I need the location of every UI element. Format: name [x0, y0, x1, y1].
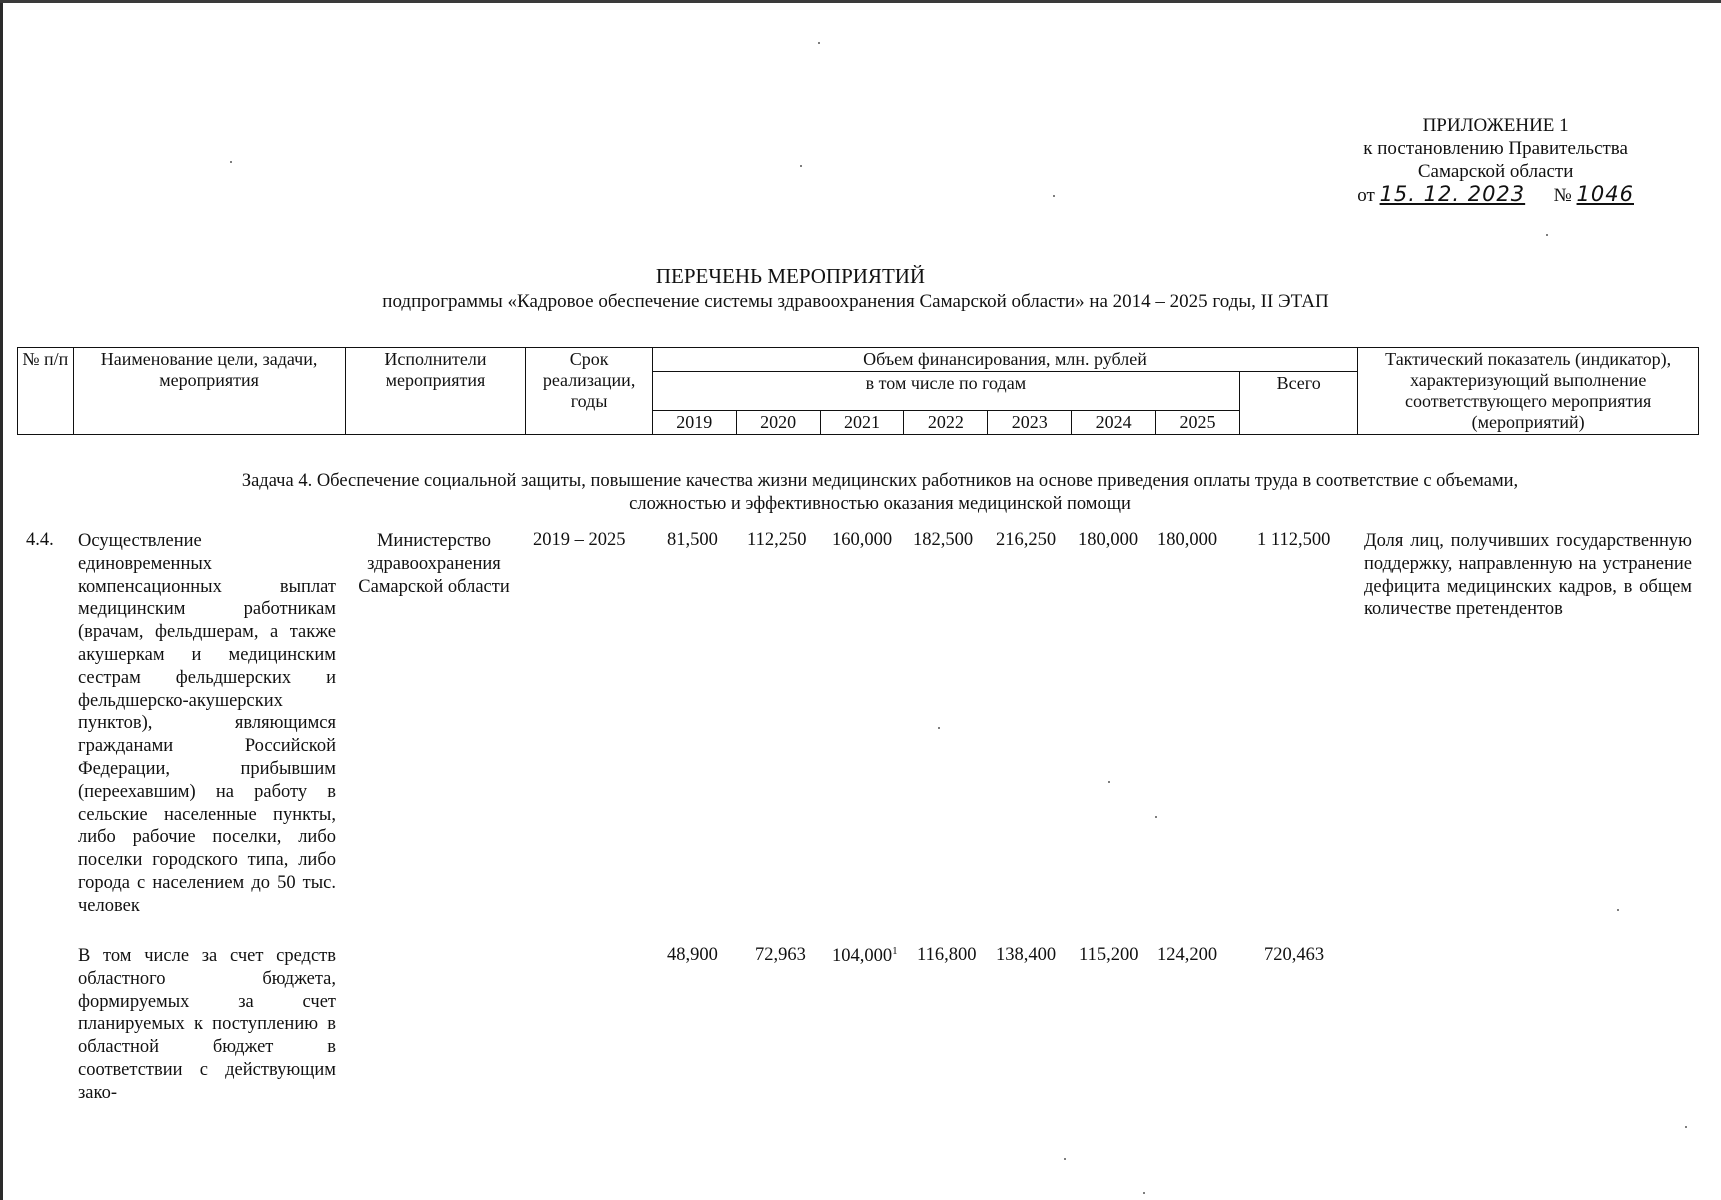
appendix-title: ПРИЛОЖЕНИЕ 1 [1422, 115, 1569, 136]
value2-2021-number: 104,000 [832, 946, 893, 967]
value2-2021 [832, 945, 898, 967]
row2-name: В том числе за счет средств областного бюджета, формируемых за счет планируемых к поступлению в областной бюджет в соответствии с действующим зако- [78, 946, 336, 1103]
value2-total: 720,463 [1264, 945, 1325, 965]
header-by-years: в том числе по годам [652, 372, 1239, 411]
header-year: 2020 [736, 411, 820, 435]
header-name: Наименование цели, задачи, мероприятия [73, 348, 345, 435]
scan-speck [818, 42, 820, 44]
table-header [17, 347, 1699, 435]
task-heading [160, 470, 1600, 516]
scan-speck [1155, 816, 1157, 818]
value-2023: 216,250 [996, 530, 1057, 550]
header-indicator: Тактический показатель (индикатор), характеризующий выполнение соответствующего мероприятия (мероприятий) [1358, 348, 1699, 435]
header-year: 2021 [820, 411, 904, 435]
scan-speck [1685, 1126, 1687, 1128]
value-2024: 180,000 [1078, 530, 1139, 550]
row-term: 2019 – 2025 [533, 530, 626, 550]
header-num: № п/п [18, 348, 74, 435]
title-line1: ПЕРЕЧЕНЬ МЕРОПРИЯТИЙ [655, 264, 926, 288]
footnote-mark: 1 [892, 945, 898, 957]
header-term: Срок реализации, годы [526, 348, 652, 435]
appendix-line3: Самарской области [1417, 161, 1574, 182]
number-prefix: № [1553, 185, 1572, 206]
task-line1: Задача 4. Обеспечение социальной защиты, повышение качества жизни медицинских работников на основе приведения оплаты труда в соответствие с объемами, [241, 471, 1519, 491]
header-funding: Объем финансирования, млн. рублей [652, 348, 1358, 372]
document-title [0, 264, 1721, 313]
header-year: 2022 [904, 411, 988, 435]
appendix-block [1357, 114, 1634, 207]
scan-speck [1143, 1192, 1145, 1194]
value2-2019: 48,900 [667, 945, 718, 965]
scan-top-edge [0, 0, 1721, 3]
scan-speck [1064, 1158, 1066, 1160]
header-total: Всего [1240, 372, 1358, 435]
value2-2022: 116,800 [917, 945, 977, 965]
header-year: 2023 [988, 411, 1072, 435]
value2-2023: 138,400 [996, 945, 1057, 965]
title-line2: подпрограммы «Кадровое обеспечение системы здравоохранения Самарской области» на 2014 – 2025 годы, II ЭТАП [382, 291, 1329, 312]
scan-speck [1617, 909, 1619, 911]
value2-2025: 124,200 [1157, 945, 1218, 965]
row-number: 4.4. [26, 530, 54, 550]
header-executors: Исполнители мероприятия [345, 348, 526, 435]
row-name: Осуществление единовременных компенсационных выплат медицинским работникам (врачам, фельдшерам, а также акушеркам и медицинским сестрам фельдшерских и фельдшерско-акушерских пунктов), являющимся гражданами Российской Федерации, прибывшим (переехавшим) на работу в сельские населенные пункты, либо рабочие поселки, либо поселки городского типа, либо города с населением до 50 тыс. человек [78, 531, 336, 916]
scan-speck [1546, 234, 1548, 236]
row-indicator: Доля лиц, получивших государственную поддержку, направленную на устранение дефицита медицинских кадров, в общем количестве претендентов [1364, 531, 1692, 620]
scan-speck [230, 161, 232, 163]
date-prefix: от [1357, 185, 1375, 206]
scan-speck [800, 165, 802, 167]
scan-edge [0, 0, 3, 1200]
value2-2024: 115,200 [1079, 945, 1139, 965]
value2-2020: 72,963 [755, 945, 806, 965]
header-year: 2025 [1156, 411, 1240, 435]
value-2021: 160,000 [832, 530, 893, 550]
value-2019: 81,500 [667, 530, 718, 550]
value-2022: 182,500 [913, 530, 974, 550]
value-2025: 180,000 [1157, 530, 1218, 550]
number-handwritten: 1046 [1576, 182, 1634, 206]
header-year: 2024 [1072, 411, 1156, 435]
row-executor: Министерство здравоохранения Самарской области [358, 531, 510, 597]
scan-speck [1053, 195, 1055, 197]
scan-speck [938, 727, 940, 729]
scan-speck [1108, 781, 1110, 783]
value-total: 1 112,500 [1257, 530, 1331, 550]
row2-values [0, 945, 1721, 969]
appendix-date-line [1357, 183, 1634, 207]
header-year: 2019 [652, 411, 736, 435]
value-2020: 112,250 [747, 530, 807, 550]
task-line2: сложностью и эффективностью оказания медицинской помощи [629, 494, 1131, 514]
appendix-line2: к постановлению Правительства [1363, 138, 1628, 159]
date-handwritten: 15. 12. 2023 [1379, 182, 1526, 206]
